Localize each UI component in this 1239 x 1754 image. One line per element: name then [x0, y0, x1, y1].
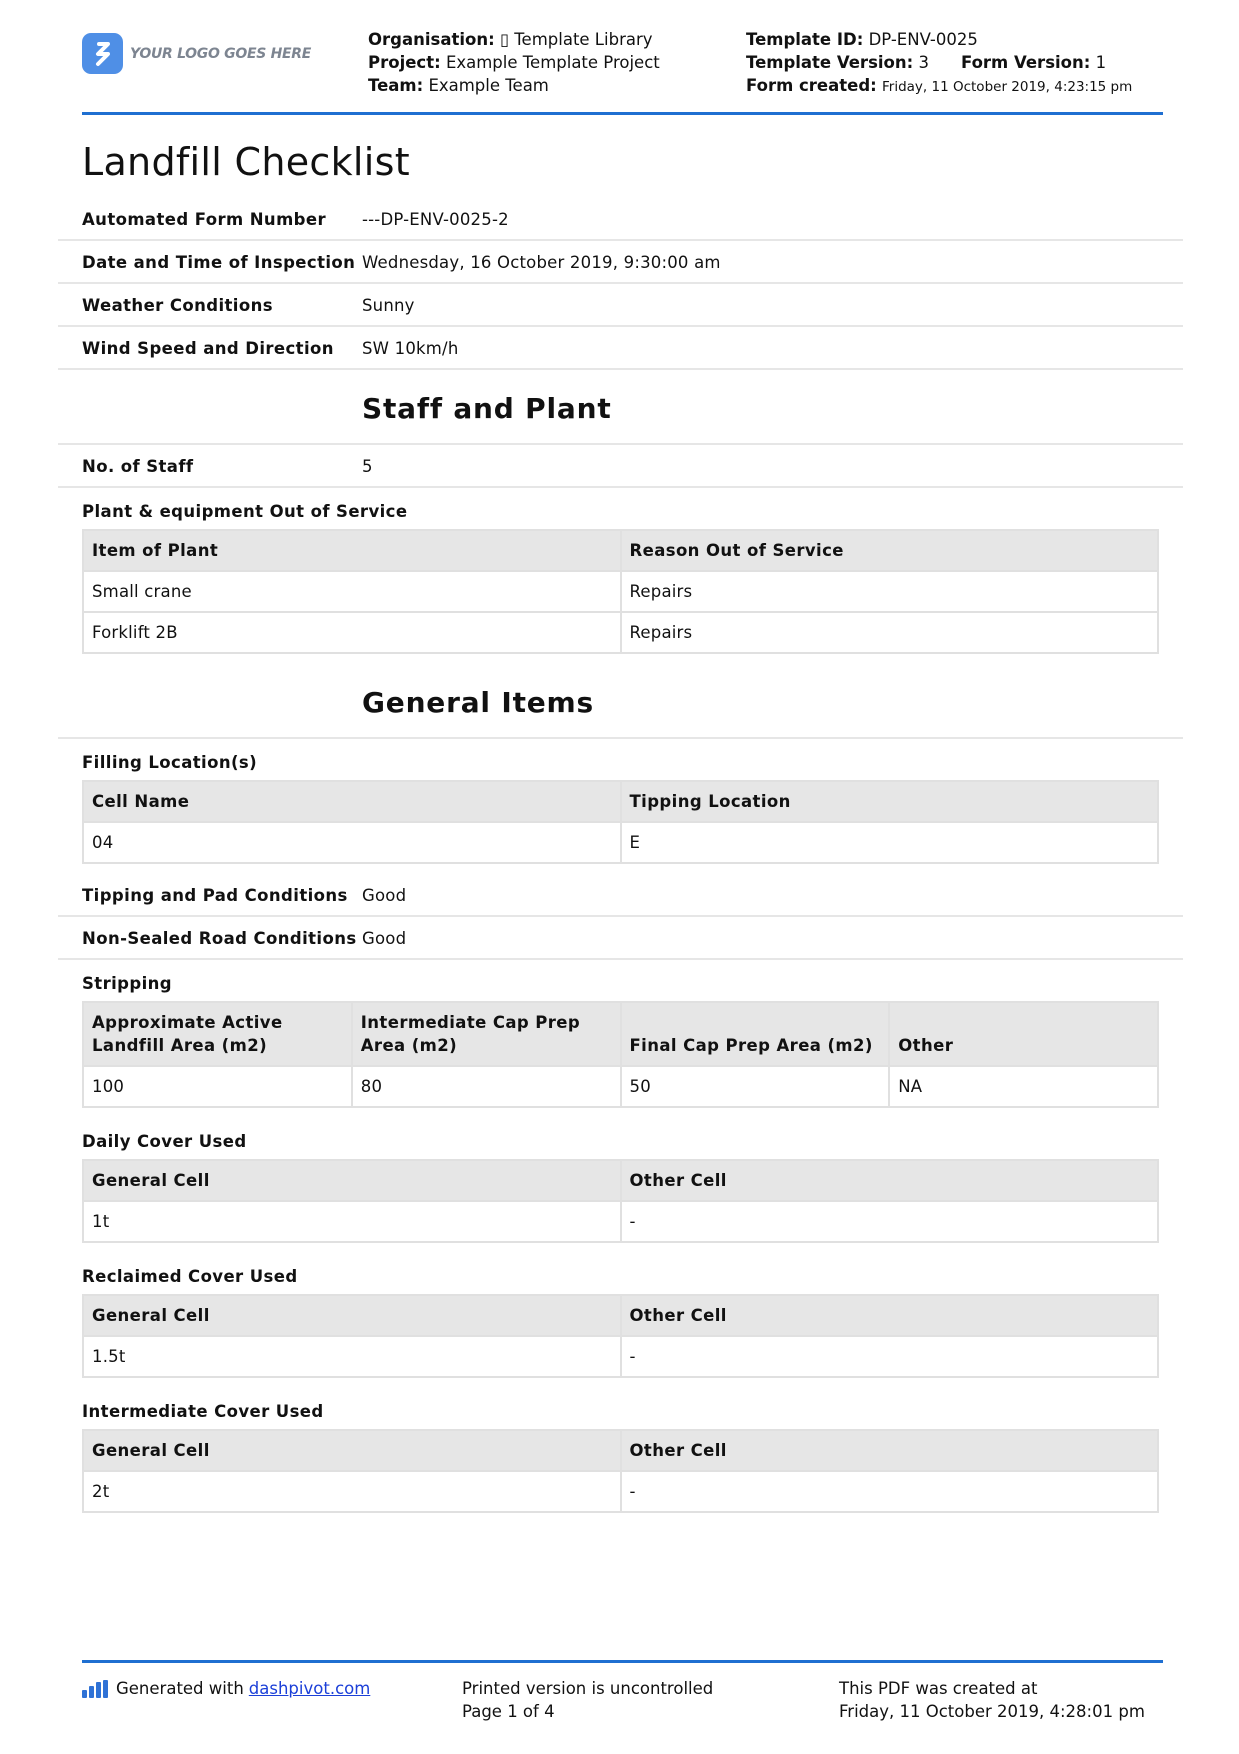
column-header: General Cell: [83, 1430, 621, 1471]
column-header: Other Cell: [621, 1160, 1159, 1201]
logo: [82, 33, 311, 74]
form-created-value: Friday, 11 October 2019, 4:23:15 pm: [882, 79, 1133, 95]
table-label: Daily Cover Used: [82, 1132, 247, 1151]
table-cell: 1.5t: [83, 1336, 621, 1377]
template-version-label: Template Version:: [746, 53, 914, 72]
reclaimed-cover-table: [82, 1294, 1159, 1378]
field-row-tipping: [58, 874, 1183, 917]
template-version-value: 3: [918, 53, 929, 72]
table-header-row: [83, 530, 1158, 571]
table-cell: 1t: [83, 1201, 621, 1242]
bar-chart-icon: [82, 1680, 108, 1698]
column-header: Tipping Location: [621, 781, 1159, 822]
plant-block: [58, 488, 1183, 664]
field-value: 5: [362, 457, 373, 476]
field-row-road: [58, 917, 1183, 960]
logo-text: YOUR LOGO GOES HERE: [130, 45, 311, 62]
dashpivot-link[interactable]: dashpivot.com: [248, 1679, 371, 1698]
form-version-value: 1: [1095, 53, 1107, 72]
field-label: Date and Time of Inspection: [82, 253, 356, 272]
intermediate-cover-table: [82, 1429, 1159, 1513]
field-label: Weather Conditions: [82, 296, 273, 315]
column-header: Other: [889, 1002, 1158, 1066]
table-label: Plant & equipment Out of Service: [82, 502, 408, 521]
field-row-date-time: [58, 241, 1183, 284]
table-label: Reclaimed Cover Used: [82, 1267, 298, 1286]
table-header-row: [83, 781, 1158, 822]
generated-text: Generated with: [116, 1679, 244, 1698]
table-cell: -: [621, 1336, 1159, 1377]
column-header: General Cell: [83, 1295, 621, 1336]
table-label: Stripping: [82, 974, 172, 993]
table-cell: 80: [352, 1066, 621, 1107]
column-header: General Cell: [83, 1160, 621, 1201]
daily-cover-block: [58, 1118, 1183, 1253]
column-header: Other Cell: [621, 1295, 1159, 1336]
page-title: Landfill Checklist: [82, 140, 410, 184]
table-label: Filling Location(s): [82, 753, 258, 772]
template-id-value: DP-ENV-0025: [868, 30, 978, 49]
field-label: Tipping and Pad Conditions: [82, 886, 348, 905]
project-label: Project:: [368, 53, 441, 72]
column-header: Final Cap Prep Area (m2): [621, 1002, 890, 1066]
header-meta-right: [746, 28, 1132, 99]
footer-generated: [82, 1677, 370, 1700]
form-content: [58, 198, 1183, 1523]
footer-created: [839, 1677, 1145, 1723]
table-cell: Repairs: [621, 571, 1159, 612]
created-value: Friday, 11 October 2019, 4:28:01 pm: [839, 1702, 1145, 1721]
page-header: [82, 28, 1163, 115]
table-header-row: [83, 1295, 1158, 1336]
field-row-staff: [58, 445, 1183, 488]
project-value: Example Template Project: [445, 53, 660, 72]
column-header: Approximate Active Landfill Area (m2): [83, 1002, 352, 1066]
field-value: SW 10km/h: [362, 339, 459, 358]
filling-block: [58, 739, 1183, 874]
created-label: This PDF was created at: [839, 1679, 1038, 1698]
field-value: Wednesday, 16 October 2019, 9:30:00 am: [362, 253, 721, 272]
table-header-row: [83, 1430, 1158, 1471]
table-cell: Forklift 2B: [83, 612, 621, 653]
filling-table: [82, 780, 1159, 864]
table-row: [83, 612, 1158, 653]
field-row-form-number: [58, 198, 1183, 241]
column-header: Item of Plant: [83, 530, 621, 571]
reclaimed-cover-block: [58, 1253, 1183, 1388]
field-value: Good: [362, 886, 407, 905]
field-label: Wind Speed and Direction: [82, 339, 334, 358]
table-row: [83, 822, 1158, 863]
plant-table: [82, 529, 1159, 654]
table-row: [83, 1201, 1158, 1242]
template-id-label: Template ID:: [746, 30, 864, 49]
column-header: Reason Out of Service: [621, 530, 1159, 571]
table-cell: Small crane: [83, 571, 621, 612]
field-label: Automated Form Number: [82, 210, 327, 229]
section-title-general: General Items: [58, 664, 1183, 739]
column-header: Intermediate Cap Prep Area (m2): [352, 1002, 621, 1066]
header-meta-left: [368, 28, 660, 97]
field-row-wind: [58, 327, 1183, 370]
section-title-staff: Staff and Plant: [58, 370, 1183, 445]
table-row: [83, 571, 1158, 612]
table-header-row: [83, 1160, 1158, 1201]
table-cell: -: [621, 1471, 1159, 1512]
organisation-label: Organisation:: [368, 30, 495, 49]
uncontrolled-text: Printed version is uncontrolled: [462, 1679, 714, 1698]
table-cell: NA: [889, 1066, 1158, 1107]
field-label: Non-Sealed Road Conditions: [82, 929, 357, 948]
footer-uncontrolled: [462, 1677, 713, 1723]
table-cell: 04: [83, 822, 621, 863]
table-cell: -: [621, 1201, 1159, 1242]
field-value: Good: [362, 929, 407, 948]
stripping-table: [82, 1001, 1159, 1108]
team-label: Team:: [368, 76, 424, 95]
table-row: [83, 1066, 1158, 1107]
table-label: Intermediate Cover Used: [82, 1402, 324, 1421]
table-cell: Repairs: [621, 612, 1159, 653]
page-number: Page 1 of 4: [462, 1702, 555, 1721]
logo-icon: [82, 33, 123, 74]
table-row: [83, 1471, 1158, 1512]
daily-cover-table: [82, 1159, 1159, 1243]
field-value: ---DP-ENV-0025-2: [362, 210, 509, 229]
intermediate-cover-block: [58, 1388, 1183, 1523]
stripping-block: [58, 960, 1183, 1118]
table-row: [83, 1336, 1158, 1377]
form-version-label: Form Version:: [960, 53, 1091, 72]
column-header: Cell Name: [83, 781, 621, 822]
table-cell: 50: [621, 1066, 890, 1107]
table-header-row: [83, 1002, 1158, 1066]
table-cell: 100: [83, 1066, 352, 1107]
team-value: Example Team: [428, 76, 549, 95]
table-cell: E: [621, 822, 1159, 863]
field-row-weather: [58, 284, 1183, 327]
form-created-label: Form created:: [746, 76, 877, 95]
field-value: Sunny: [362, 296, 415, 315]
table-cell: 2t: [83, 1471, 621, 1512]
organisation-value: ▯ Template Library: [499, 30, 653, 49]
page-footer: [82, 1660, 1163, 1721]
field-label: No. of Staff: [82, 457, 194, 476]
column-header: Other Cell: [621, 1430, 1159, 1471]
